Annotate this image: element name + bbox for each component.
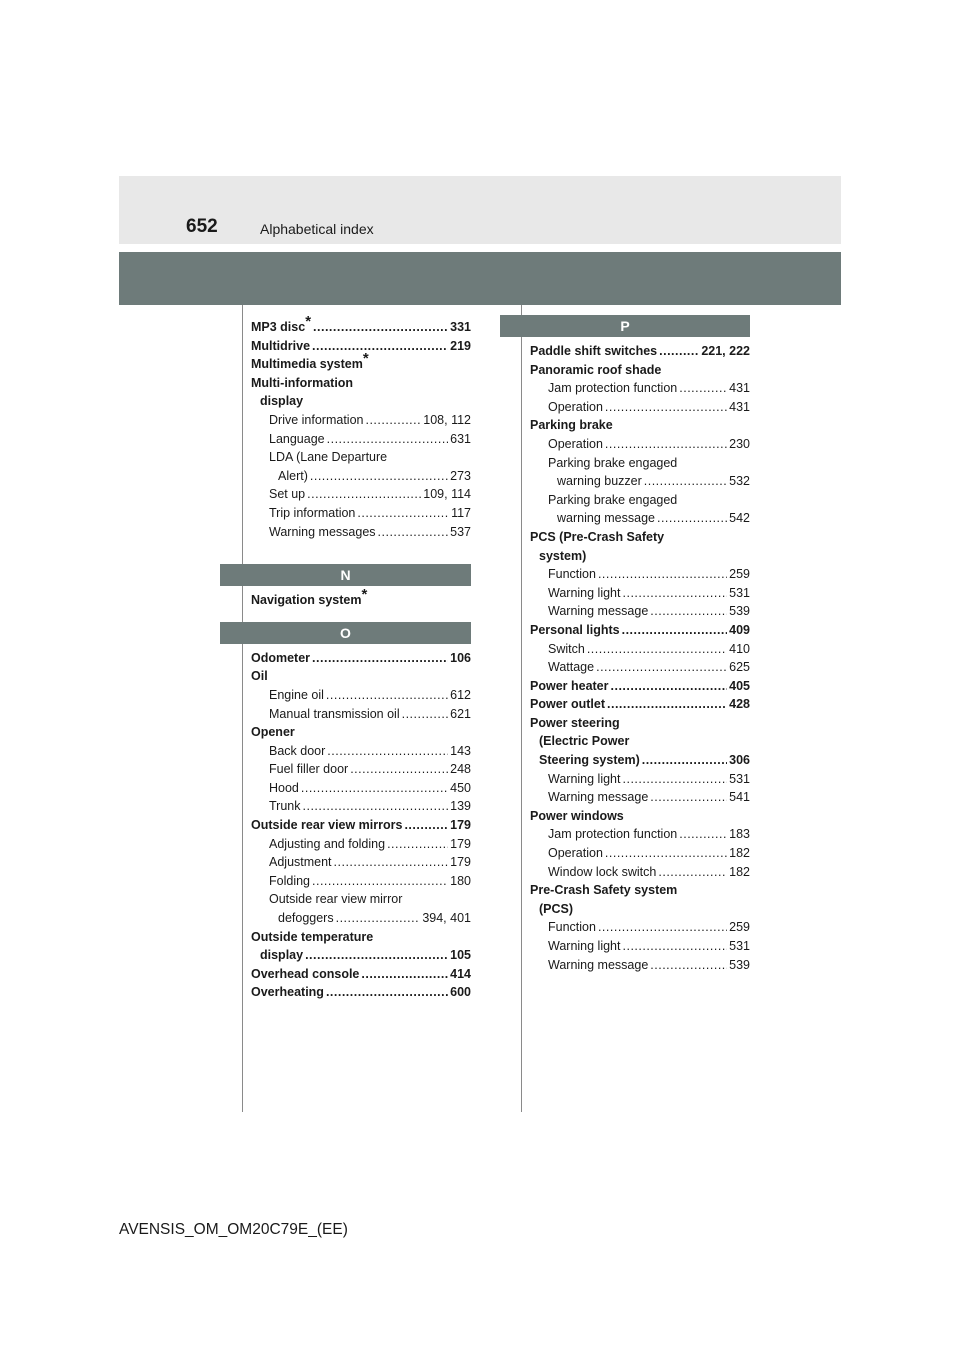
index-subentry[interactable]: Function ..... 259 [530, 918, 750, 937]
index-subentry[interactable]: Trunk ..... 139 [251, 797, 471, 816]
index-entry[interactable]: display ..... 105 [251, 946, 471, 965]
index-subentry[interactable]: Warning message ..... 541 [530, 788, 750, 807]
index-subentry[interactable]: Back door ..... 143 [251, 742, 471, 761]
index-subentry[interactable]: Warning light ..... 531 [530, 584, 750, 603]
index-subentry[interactable]: Alert) ..... 273 [251, 467, 471, 486]
index-entry[interactable]: MP3 disc* ..... 331 [251, 318, 471, 337]
index-entry[interactable]: Paddle shift switches ..... 221, 222 [530, 342, 750, 361]
right-column-rule [521, 305, 522, 1112]
index-subentry[interactable]: Adjustment ..... 179 [251, 853, 471, 872]
index-entry[interactable]: Odometer ..... 106 [251, 649, 471, 668]
index-subentry[interactable]: Jam protection function ..... 431 [530, 379, 750, 398]
footer-doc-code: AVENSIS_OM_OM20C79E_(EE) [119, 1221, 348, 1238]
index-heading: (Electric Power [539, 734, 630, 749]
index-subentry[interactable]: Operation ..... 230 [530, 435, 750, 454]
index-subentry[interactable]: Function ..... 259 [530, 565, 750, 584]
index-entry[interactable]: Power heater ..... 405 [530, 677, 750, 696]
index-entry[interactable]: Outside rear view mirrors ..... 179 [251, 816, 471, 835]
index-heading: Oil [251, 669, 268, 684]
index-entry[interactable]: Navigation system* [251, 586, 368, 608]
index-heading: display [260, 394, 304, 409]
index-subentry[interactable]: Warning light ..... 531 [530, 937, 750, 956]
index-entry[interactable]: Overhead console ..... 414 [251, 965, 471, 984]
left-column-rule [242, 305, 243, 1112]
index-subentry[interactable]: defoggers ..... 394, 401 [251, 909, 471, 928]
index-subentry[interactable]: Fuel filler door ..... 248 [251, 760, 471, 779]
index-subentry[interactable]: Warning messages ..... 537 [251, 523, 471, 542]
index-subentry[interactable]: warning buzzer ..... 532 [530, 472, 750, 491]
index-subentry[interactable]: Warning message ..... 539 [530, 956, 750, 975]
index-subentry[interactable]: warning message ..... 542 [530, 509, 750, 528]
index-heading: PCS (Pre-Crash Safety [530, 529, 665, 544]
index-entry[interactable]: Multimedia system* [251, 350, 369, 372]
index-subheading: Parking brake engaged [548, 492, 678, 507]
index-entry[interactable]: Multidrive ..... 219 [251, 337, 471, 356]
letter-bar-n: N [220, 564, 471, 586]
index-column-left [251, 313, 471, 1002]
index-entry[interactable]: Steering system) ..... 306 [530, 751, 750, 770]
index-entry[interactable]: Personal lights ..... 409 [530, 621, 750, 640]
letter-bar-p: P [500, 315, 750, 337]
index-heading: system) [539, 548, 587, 563]
letter-bar-o: O [220, 622, 471, 644]
index-heading: Outside temperature [251, 929, 374, 944]
header-band [119, 176, 841, 244]
index-column-right [530, 315, 750, 974]
index-subentry[interactable]: Warning light ..... 531 [530, 770, 750, 789]
index-subentry[interactable]: Trip information ..... 117 [251, 504, 471, 523]
index-subentry[interactable]: Operation ..... 431 [530, 398, 750, 417]
index-heading: Parking brake [530, 418, 613, 433]
index-subentry[interactable]: Warning message ..... 539 [530, 602, 750, 621]
index-subentry[interactable]: Language ..... 631 [251, 430, 471, 449]
index-subentry[interactable]: Manual transmission oil ..... 621 [251, 705, 471, 724]
index-subheading: Parking brake engaged [548, 455, 678, 470]
index-heading: Power steering [530, 715, 620, 730]
index-entry[interactable]: Power outlet ..... 428 [530, 695, 750, 714]
index-subentry[interactable]: Hood ..... 450 [251, 779, 471, 798]
index-heading: Power windows [530, 808, 624, 823]
index-heading: (PCS) [539, 901, 574, 916]
index-subentry[interactable]: Jam protection function ..... 183 [530, 825, 750, 844]
index-subentry[interactable]: Switch ..... 410 [530, 640, 750, 659]
index-subentry[interactable]: Engine oil ..... 612 [251, 686, 471, 705]
index-subentry[interactable]: Wattage ..... 625 [530, 658, 750, 677]
page-number: 652 [186, 216, 218, 237]
index-subentry[interactable]: Adjusting and folding ..... 179 [251, 835, 471, 854]
index-subentry[interactable]: Drive information ..... 108, 112 [251, 411, 471, 430]
index-subentry[interactable]: Operation ..... 182 [530, 844, 750, 863]
index-subentry[interactable]: Folding ..... 180 [251, 872, 471, 891]
index-heading: Pre-Crash Safety system [530, 883, 678, 898]
index-subheading: Outside rear view mirror [269, 892, 403, 907]
index-subentry[interactable]: Window lock switch ..... 182 [530, 863, 750, 882]
index-heading: Opener [251, 725, 295, 740]
index-entry[interactable]: Overheating ..... 600 [251, 983, 471, 1002]
header-dark-band [119, 252, 841, 305]
index-heading: Panoramic roof shade [530, 362, 662, 377]
index-subentry[interactable]: Set up ..... 109, 114 [251, 485, 471, 504]
index-subheading: LDA (Lane Departure [269, 450, 388, 465]
section-title: Alphabetical index [260, 221, 374, 237]
index-heading: Multi-information [251, 375, 354, 390]
